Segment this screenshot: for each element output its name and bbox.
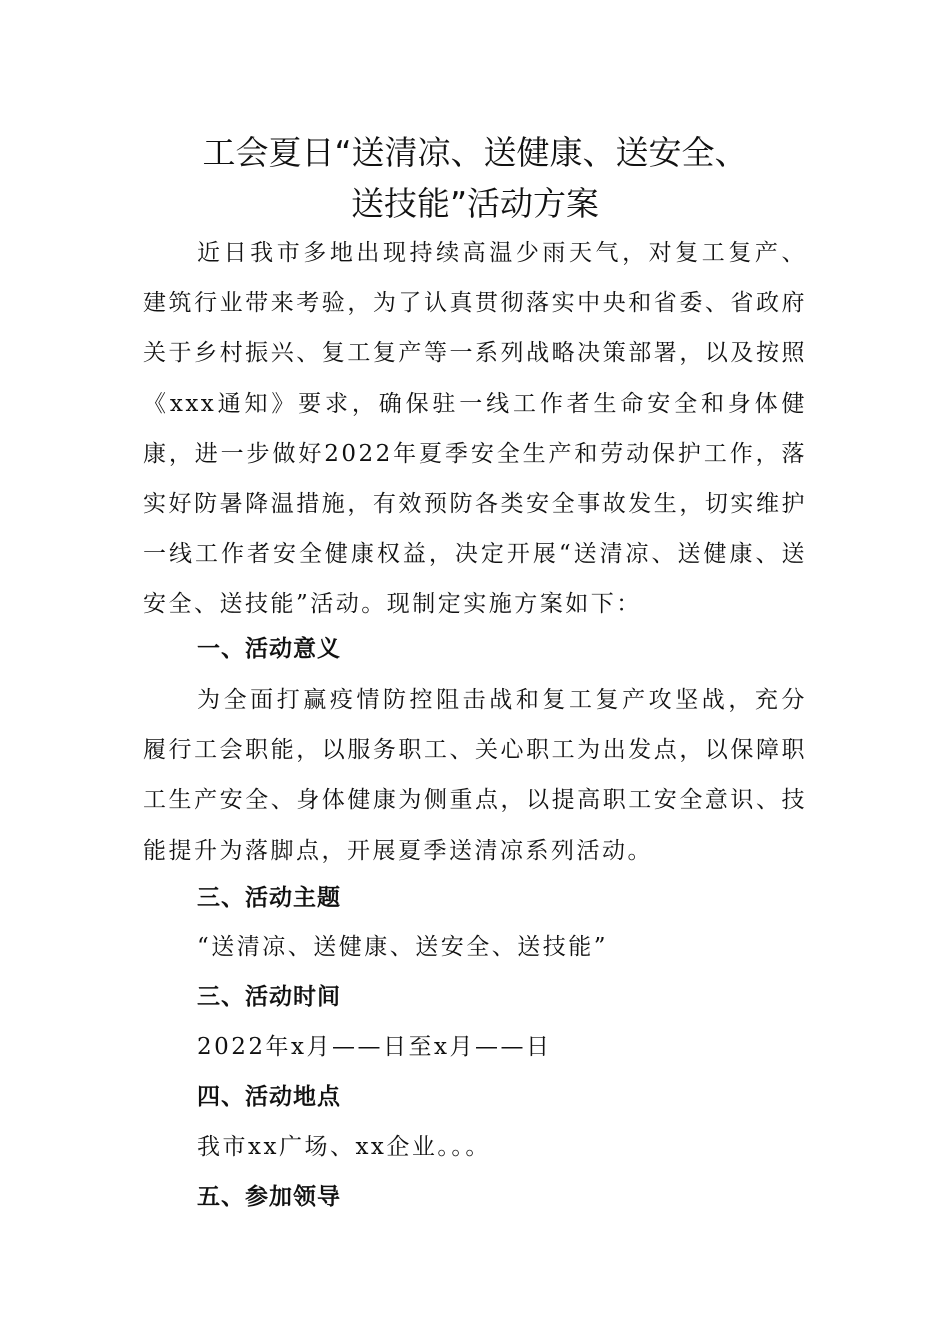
section-text-time: 2022年x月——日至x月——日 [197,1034,552,1060]
intro-paragraph: 近日我市多地出现持续高温少雨天气，对复工复产、建筑行业带来考验，为了认真贯彻落实中央和省委、省政府关于乡村振兴、复工复产等一系列战略决策部署，以及按照《xxx通知》要求，确保驻一线工作者生命安全和身体健康，进一步做好2022年夏季安全生产和劳动保护工作，落实好防暑降温措施，有效预防各类安全事故发生，切实维护一线工作者安全健康权益，决定开展“送清凉、送健康、送安全、送技能”活动。现制定实施方案如下： [143,240,807,618]
section-heading-meaning: 一、活动意义 [197,636,341,662]
section-heading-theme: 三、活动主题 [197,885,341,911]
section-text-location: 我市xx广场、xx企业。。。 [197,1134,491,1160]
section-heading-location: 四、活动地点 [197,1084,341,1110]
section-text-theme: “送清凉、送健康、送安全、送技能” [197,934,609,960]
document-title-line-2: 送技能”活动方案 [350,184,600,223]
document-title-line-1: 工会夏日“送清凉、送健康、送安全、 [202,133,748,172]
section-heading-leaders: 五、参加领导 [197,1184,341,1210]
section-heading-time: 三、活动时间 [197,984,341,1010]
section-paragraph-meaning: 为全面打赢疫情防控阻击战和复工复产攻坚战，充分履行工会职能，以服务职工、关心职工为出发点，以保障职工生产安全、身体健康为侧重点，以提高职工安全意识、技能提升为落脚点，开展夏季送清凉系列活动。 [143,687,807,864]
